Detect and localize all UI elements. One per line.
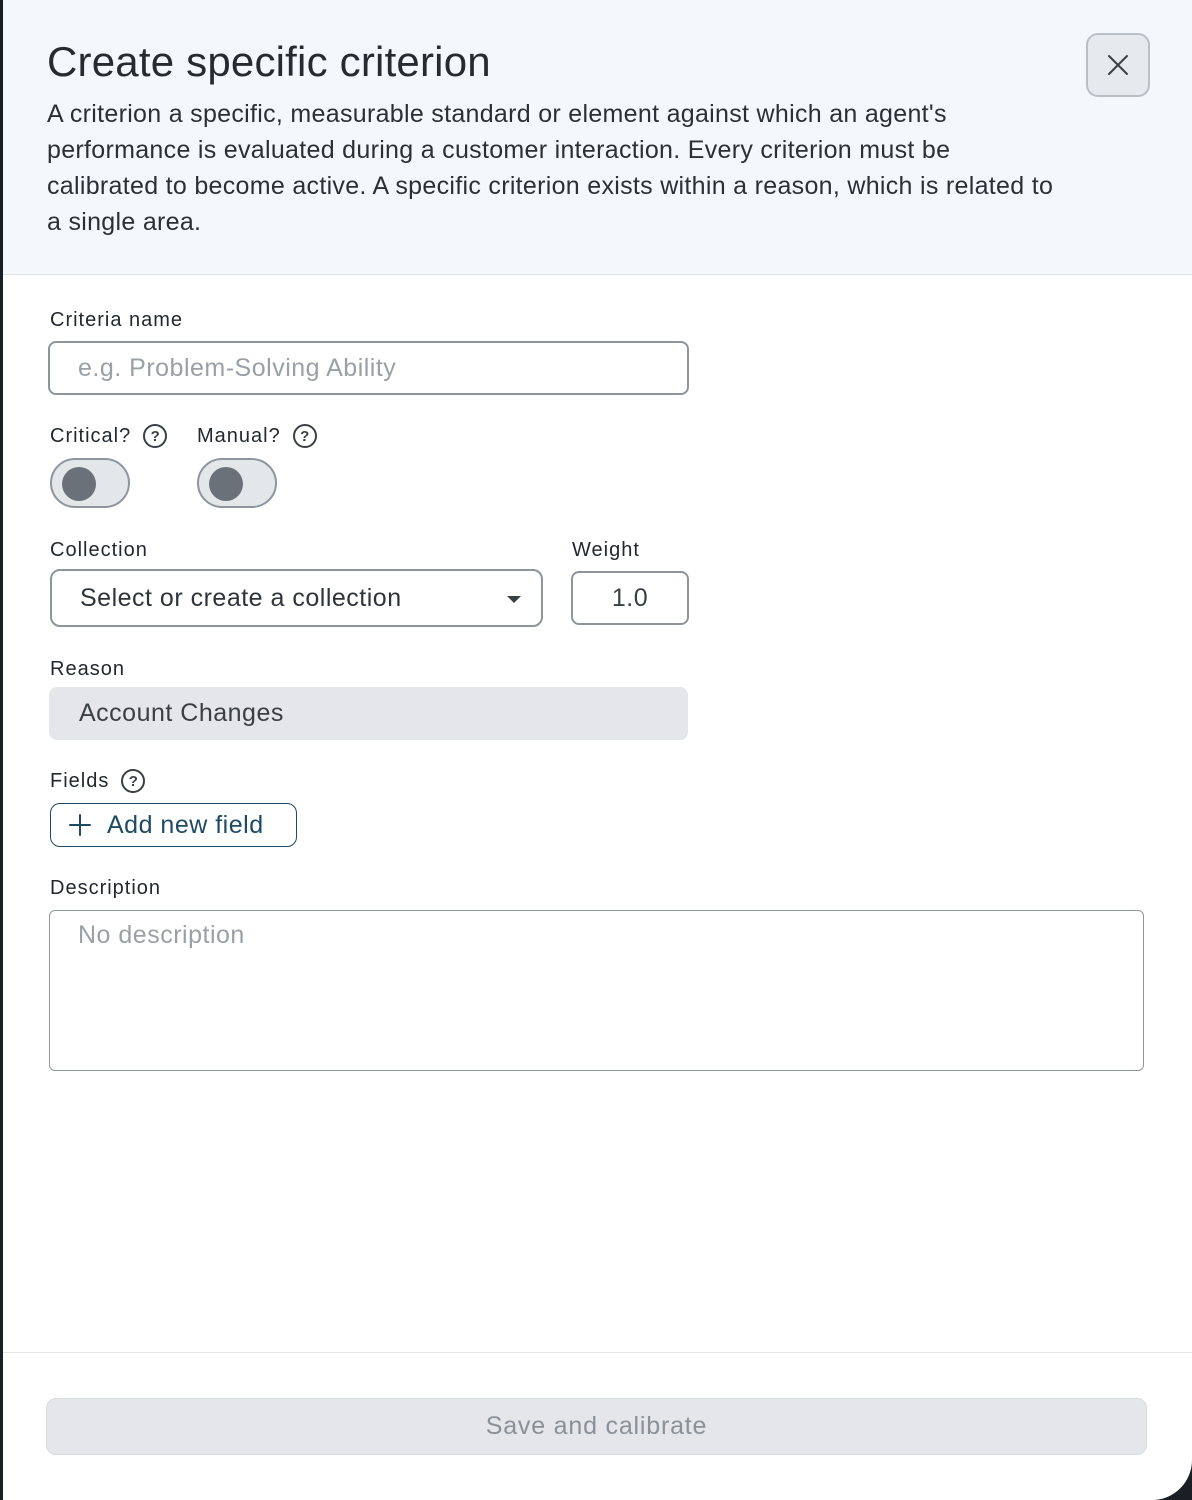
add-new-field-label: Add new field	[107, 810, 264, 839]
dialog-title: Create specific criterion	[47, 38, 491, 85]
description-label: Description	[50, 877, 162, 899]
help-icon[interactable]: ?	[293, 424, 317, 448]
criteria-name-input[interactable]	[48, 341, 689, 395]
manual-toggle[interactable]	[197, 458, 277, 508]
add-new-field-button[interactable]	[50, 803, 297, 847]
criteria-name-label: Criteria name	[50, 309, 184, 331]
weight-label: Weight	[572, 539, 640, 561]
dialog-description: A criterion a specific, measurable standard or element against which an agent's performance is evaluated during a customer interaction. Every criterion must be calibrated to become active. A specific criterion exists within a reason, which is related to a single area.	[47, 100, 1054, 236]
description-textarea[interactable]	[49, 910, 1144, 1071]
plus-icon	[69, 814, 91, 836]
create-criterion-dialog	[3, 0, 1192, 1500]
fields-label: Fields ?	[50, 769, 145, 793]
save-and-calibrate-button[interactable]: Save and calibrate	[46, 1398, 1147, 1455]
help-icon[interactable]: ?	[121, 769, 145, 793]
chevron-down-icon	[507, 596, 521, 603]
collection-label: Collection	[50, 539, 148, 561]
collection-select[interactable]	[50, 569, 543, 627]
help-icon[interactable]: ?	[143, 424, 167, 448]
footer-divider	[3, 1352, 1192, 1353]
close-button[interactable]	[1086, 33, 1150, 97]
dialog-header	[3, 0, 1192, 275]
collection-select-value: Select or create a collection	[80, 583, 402, 612]
reason-field: Account Changes	[49, 687, 688, 740]
manual-label: Manual? ?	[197, 424, 317, 448]
reason-label: Reason	[50, 658, 125, 680]
critical-toggle[interactable]	[50, 458, 130, 508]
critical-label: Critical? ?	[50, 424, 167, 448]
toggle-knob	[209, 467, 243, 501]
close-icon	[1107, 54, 1129, 76]
toggle-knob	[62, 467, 96, 501]
weight-input[interactable]: 1.0	[571, 571, 689, 625]
